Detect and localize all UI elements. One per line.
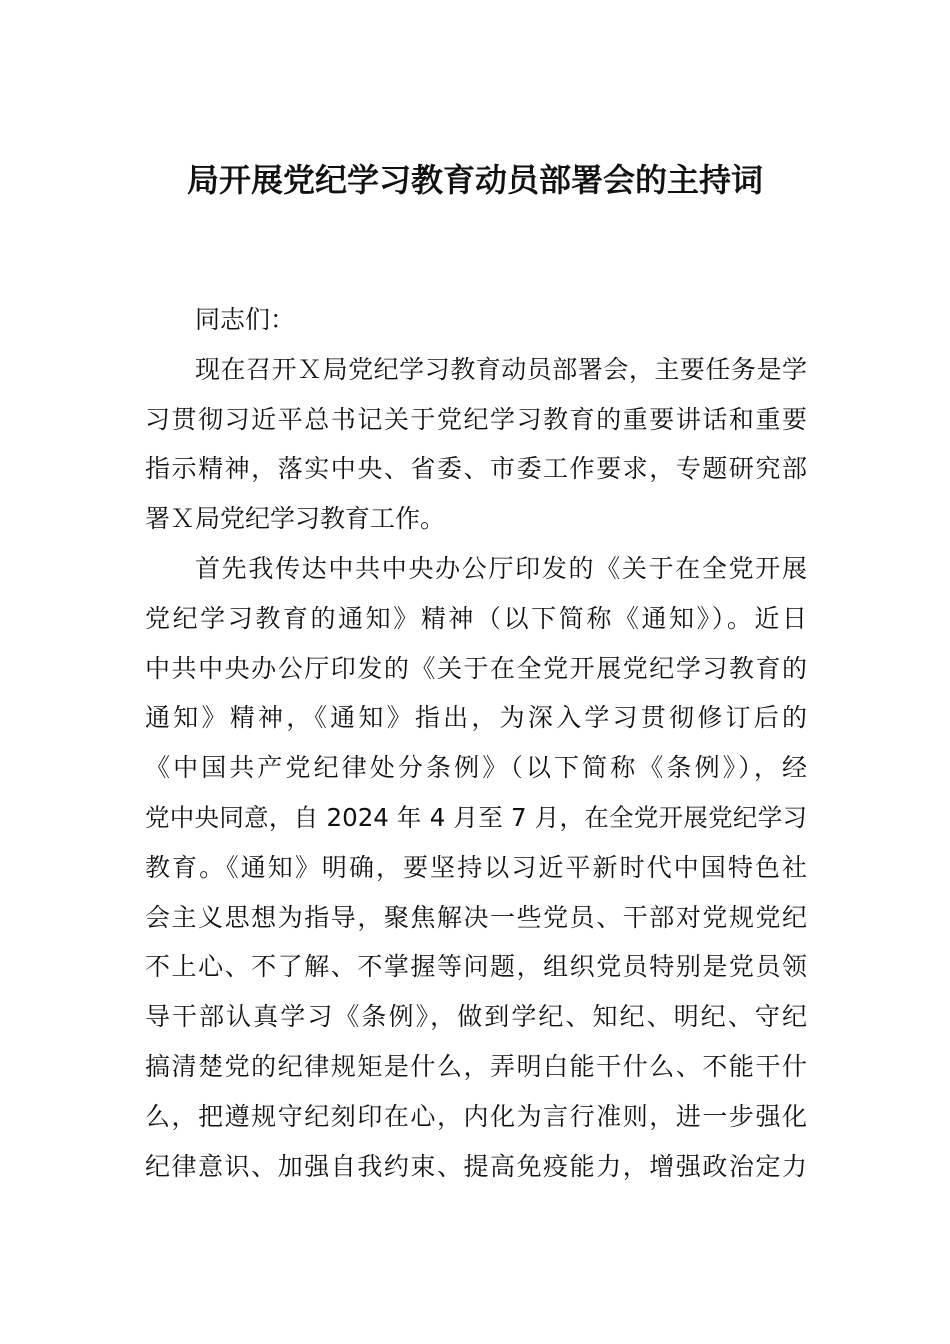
- text-line: 《中国共产党纪律处分条例》（以下简称《条例》），经: [145, 753, 807, 783]
- text-line: 通知》精神，《通知》指出，为深入学习贯彻修订后的: [145, 703, 807, 733]
- text-line: 教育。《通知》明确，要坚持以习近平新时代中国特色社: [145, 852, 807, 882]
- document-body: [145, 295, 807, 1191]
- text-line: 导干部认真学习《条例》，做到学纪、知纪、明纪、守纪: [145, 1002, 807, 1032]
- text-line: 现在召开Ｘ局党纪学习教育动员部署会，主要任务是学: [195, 354, 807, 384]
- text-line: 不上心、不了解、不掌握等问题，组织党员特别是党员领: [145, 952, 807, 982]
- text-line: 同志们：: [195, 305, 296, 334]
- text-line: 首先我传达中共中央办公厅印发的《关于在全党开展: [195, 553, 807, 583]
- text-line: 署Ｘ局党纪学习教育工作。: [145, 504, 446, 534]
- document-title: 局开展党纪学习教育动员部署会的主持词: [186, 161, 763, 199]
- text-line: 会主义思想为指导，聚焦解决一些党员、干部对党规党纪: [145, 902, 807, 932]
- text-line: 搞清楚党的纪律规矩是什么，弄明白能干什么、不能干什: [145, 1051, 807, 1081]
- text-line: 中共中央办公厅印发的《关于在全党开展党纪学习教育的: [145, 653, 807, 683]
- text-line: 指示精神，落实中央、省委、市委工作要求，专题研究部: [145, 454, 807, 484]
- text-line: 么，把遵规守纪刻印在心，内化为言行准则，进一步强化: [145, 1101, 807, 1131]
- text-line: 党中央同意，自 2024 年 4 月至 7 月，在全党开展党纪学习: [145, 802, 807, 832]
- text-line: 纪律意识、加强自我约束、提高免疫能力，增强政治定力: [145, 1151, 807, 1181]
- text-line: 党纪学习教育的通知》精神（以下简称《通知》）。近日: [145, 603, 807, 633]
- text-line: 习贯彻习近平总书记关于党纪学习教育的重要讲话和重要: [145, 404, 807, 434]
